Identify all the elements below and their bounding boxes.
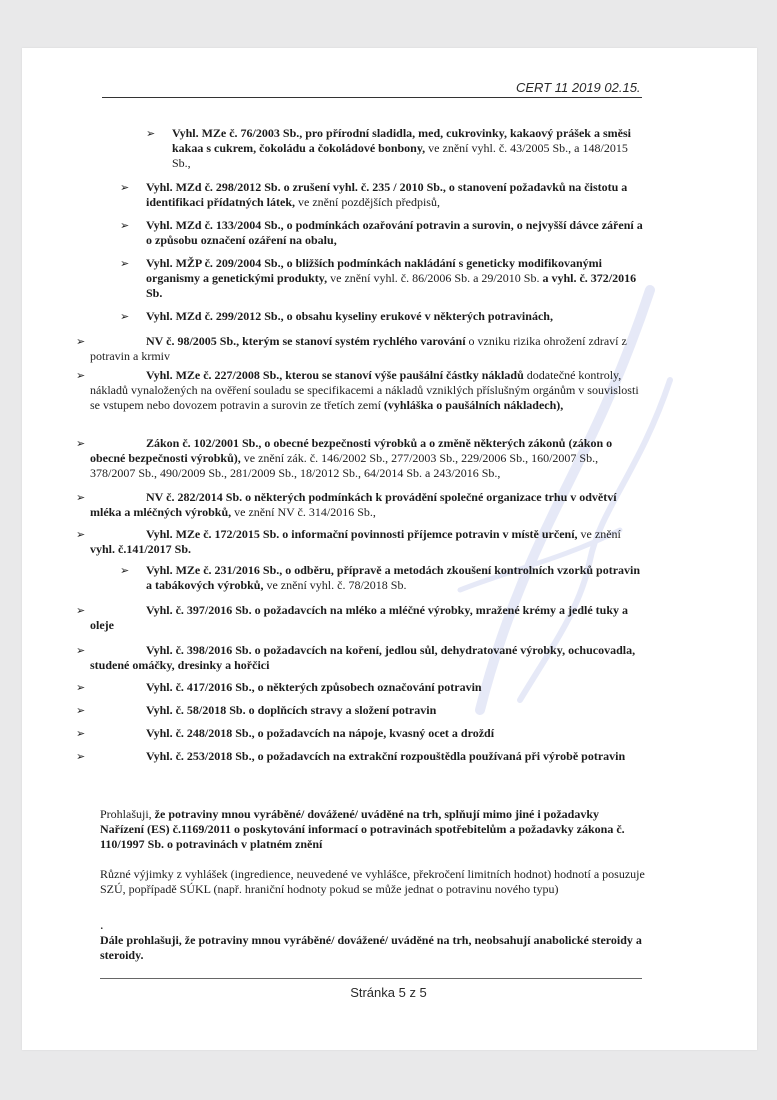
- bullet-icon: ➢: [76, 528, 86, 541]
- declaration-paragraph-3: Dále prohlašuji, že potraviny mnou vyráběné/ dovážené/ uváděné na trh, neobsahují anabolické steroidy a steroidy.: [100, 933, 642, 962]
- bullet-icon: ➢: [76, 491, 86, 504]
- list-item: Vyhl. MZe č. 172/2015 Sb. o informační povinnosti příjemce potravin v místě určení, ve znění vyhl. č.141/2017 Sb.: [90, 527, 621, 556]
- list-item: Vyhl. MZd č. 298/2012 Sb. o zrušení vyhl. č. 235 / 2010 Sb., o stanovení požadavků na čistotu a identifikaci přídatných látek, ve znění pozdějších předpisů,: [146, 180, 628, 209]
- bullet-icon: ➢: [76, 644, 86, 657]
- list-item: Vyhl. č. 417/2016 Sb., o některých způsobech označování potravin: [146, 680, 482, 694]
- declaration-paragraph-1: Prohlašuji, že potraviny mnou vyráběné/ dovážené/ uváděné na trh, splňují mimo jiné i požadavky Nařízení (ES) č.1169/2011 o poskytování informací o potravinách spotřebitelům a požadavky zákona č. 110/1997 Sb. o potravinách v platném znění: [100, 807, 625, 851]
- bullet-icon: ➢: [120, 310, 130, 323]
- bullet-icon: ➢: [76, 369, 86, 382]
- bullet-icon: ➢: [146, 127, 156, 140]
- list-item: NV č. 282/2014 Sb. o některých podmínkách k provádění společné organizace trhu v odvětví mléka a mléčných výrobků, ve znění NV č. 314/2016 Sb.,: [90, 490, 617, 519]
- list-item: Vyhl. č. 248/2018 Sb., o požadavcích na nápoje, kvasný ocet a droždí: [146, 726, 495, 740]
- list-item: Vyhl. č. 398/2016 Sb. o požadavcích na koření, jedlou sůl, dehydratované výrobky, ochucovadla, studené omáčky, dresinky a hořčici: [90, 643, 636, 672]
- bullet-icon: ➢: [76, 604, 86, 617]
- bullet-icon: ➢: [76, 335, 86, 348]
- list-item: Vyhl. MZe č. 76/2003 Sb., pro přírodní sladidla, med, cukrovinky, kakaový prášek a směsi kakaa s cukrem, čokoládu a čokoládové bonbony, ve znění vyhl. č. 43/2005 Sb., a 148/2015 Sb.,: [172, 126, 631, 170]
- list-item: Zákon č. 102/2001 Sb., o obecné bezpečnosti výrobků a o změně některých zákonů (zákon o obecné bezpečnosti výrobků), ve znění zák. č. 146/2002 Sb., 277/2003 Sb., 229/2006 Sb., 160/2007 Sb., 378/2007 Sb., 490/2009 Sb., 281/2009 Sb., 18/2012 Sb., 64/2014 Sb. a 243/2016 Sb.,: [90, 436, 613, 480]
- document-code: CERT 11 2019 02.15.: [516, 80, 641, 95]
- list-item: Vyhl. MZe č. 227/2008 Sb., kterou se stanoví výše paušální částky nákladů dodatečné kontroly, nákladů vynaložených na ověření souladu se specifikacemi a nákladů vzniklých příslušným orgánům v souvislosti se vstupem nebo dovozem potravin a surovin ze třetích zemí (vyhláška o paušálních nákladech),: [90, 368, 639, 412]
- list-item: Vyhl. č. 58/2018 Sb. o doplňcích stravy a složení potravin: [146, 703, 437, 717]
- list-item: NV č. 98/2005 Sb., kterým se stanoví systém rychlého varování o vzniku rizika ohrožení zdraví z potravin a krmiv: [90, 334, 627, 363]
- list-item: Vyhl. MZd č. 133/2004 Sb., o podmínkách ozařování potravin a surovin, o nejvyšší dávce záření a o způsobu označení ozáření na obalu,: [146, 218, 643, 247]
- bullet-icon: ➢: [76, 681, 86, 694]
- header-rule: [102, 97, 642, 98]
- list-item: Vyhl. MZe č. 231/2016 Sb., o odběru, přípravě a metodách zkoušení kontrolních vzorků potravin a tabákových výrobků, ve znění vyhl. č. 78/2018 Sb.: [146, 563, 641, 592]
- footer-rule: [100, 978, 642, 979]
- bullet-icon: ➢: [76, 750, 86, 763]
- list-item: Vyhl. č. 253/2018 Sb., o požadavcích na extrakční rozpouštědla používaná při výrobě potravin: [146, 749, 626, 763]
- declaration-paragraph-2: Různé výjimky z vyhlášek (ingredience, neuvedené ve vyhlášce, překročení limitních hodnot) hodnotí a posuzuje SZÚ, popřípadě SÚKL (např. hraniční hodnoty pokud se může jednat o potravinu nového typu): [100, 867, 645, 896]
- bullet-icon: ➢: [120, 564, 130, 577]
- bullet-icon: ➢: [76, 437, 86, 450]
- bullet-icon: ➢: [120, 219, 130, 232]
- bullet-icon: ➢: [120, 181, 130, 194]
- bullet-icon: ➢: [76, 727, 86, 740]
- list-item: Vyhl. MŽP č. 209/2004 Sb., o bližších podmínkách nakládání s geneticky modifikovanými organismy a genetickými produkty, ve znění vyhl. č. 86/2006 Sb. a 29/2010 Sb. a vyhl. č. 372/2016 Sb.: [146, 256, 637, 300]
- bullet-icon: ➢: [76, 704, 86, 717]
- list-item: Vyhl. č. 397/2016 Sb. o požadavcích na mléko a mléčné výrobky, mražené krémy a jedlé tuky a oleje: [90, 603, 628, 632]
- bullet-icon: ➢: [120, 257, 130, 270]
- page-number: Stránka 5 z 5: [350, 985, 427, 1000]
- stray-dot: .: [100, 918, 104, 933]
- list-item: Vyhl. MZd č. 299/2012 Sb., o obsahu kyseliny erukové v některých potravinách,: [146, 309, 553, 323]
